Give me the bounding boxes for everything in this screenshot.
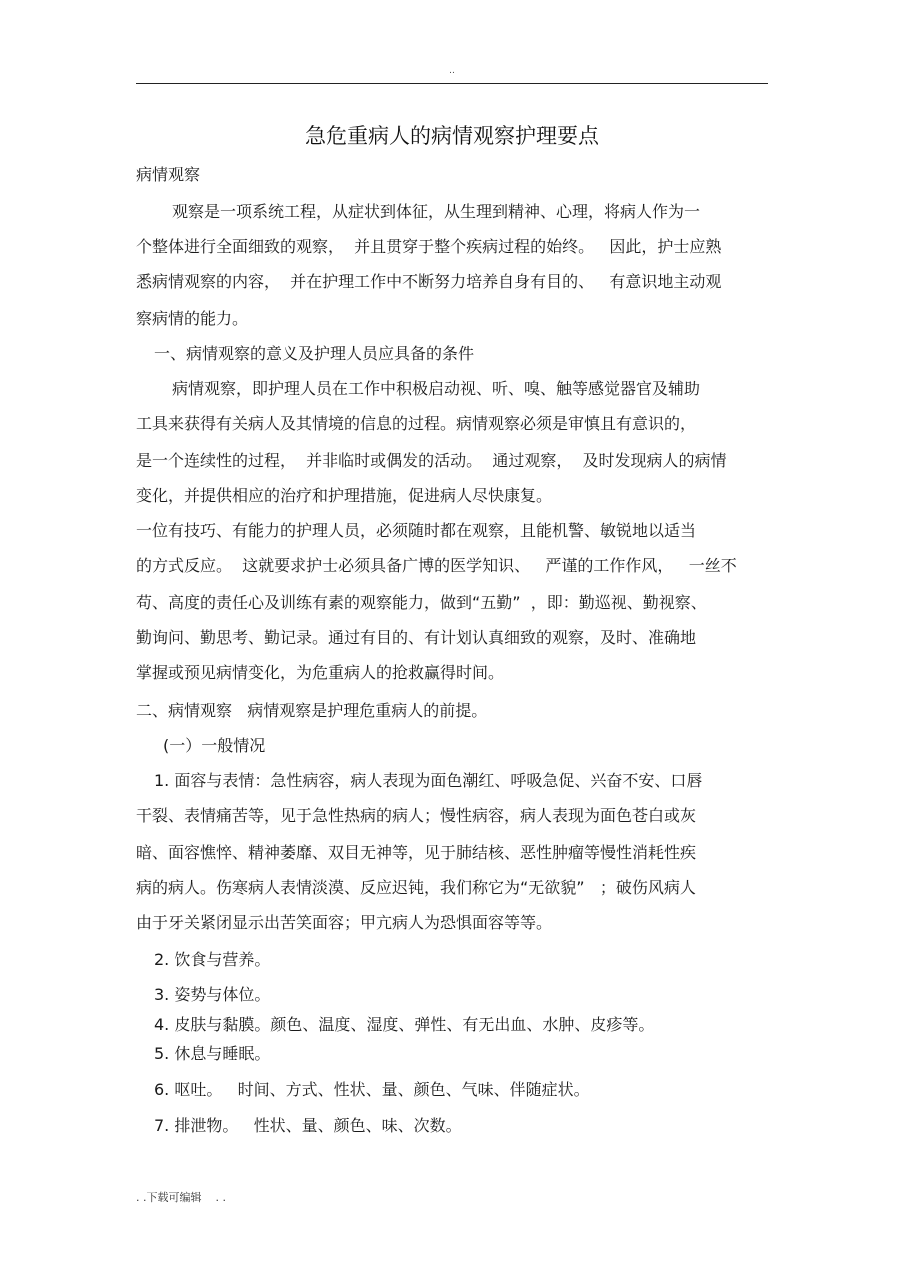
- header-rule: [136, 83, 768, 84]
- section-heading: 一、病情观察的意义及护理人员应具备的条件: [154, 344, 475, 363]
- paragraph-line: 悉病情观察的内容， 并在护理工作中不断努力培养自身有目的、 有意识地主动观: [136, 272, 722, 291]
- paragraph-line: 个整体进行全面细致的观察， 并且贯穿于整个疾病过程的始终。 因此，护士应熟: [136, 237, 722, 256]
- paragraph-line: 暗、面容憔悴、精神萎靡、双目无神等，见于肺结核、恶性肿瘤等慢性消耗性疾: [136, 843, 697, 862]
- paragraph-line: 的方式反应。 这就要求护士必须具备广博的医学知识、 严谨的工作作风， 一丝不: [136, 556, 737, 575]
- list-item: 3. 姿势与体位。: [154, 985, 271, 1004]
- paragraph-line: 是一个连续性的过程， 并非临时或偶发的活动。 通过观察， 及时发现病人的病情: [136, 451, 727, 470]
- paragraph-line: 干裂、表情痛苦等，见于急性热病的病人；慢性病容，病人表现为面色苍白或灰: [136, 806, 697, 825]
- paragraph-line: 一位有技巧、有能力的护理人员，必须随时都在观察，且能机警、敏锐地以适当: [136, 521, 697, 540]
- footer-mark: . .下载可编辑 . .: [136, 1191, 226, 1204]
- list-item: 6. 呕吐。 时间、方式、性状、量、颜色、气味、伴随症状。: [154, 1080, 590, 1099]
- list-item: 2. 饮食与营养。: [154, 950, 271, 969]
- paragraph-line: 察病情的能力。: [136, 309, 249, 328]
- document-title: 急危重病人的病情观察护理要点: [305, 124, 599, 148]
- paragraph-line: 观察是一项系统工程，从症状到体征，从生理到精神、心理，将病人作为一: [172, 202, 701, 221]
- list-item: 4. 皮肤与黏膜。颜色、温度、湿度、弹性、有无出血、水肿、皮疹等。: [154, 1015, 655, 1034]
- paragraph-line: 由于牙关紧闭显示出苦笑面容；甲亢病人为恐惧面容等等。: [136, 913, 553, 932]
- paragraph-line: 病的病人。伤寒病人表情淡漠、反应迟钝，我们称它为“无欲貌” ；破伤风病人: [136, 878, 696, 897]
- list-item: 7. 排泄物。 性状、量、颜色、味、次数。: [154, 1116, 462, 1135]
- list-item: 5. 休息与睡眠。: [154, 1044, 271, 1063]
- paragraph-line: 变化，并提供相应的治疗和护理措施，促进病人尽快康复。: [136, 486, 553, 505]
- subsection-heading: (一）一般情况: [163, 736, 266, 755]
- list-item: 1. 面容与表情：急性病容，病人表现为面色潮红、呼吸急促、兴奋不安、口唇: [154, 771, 703, 790]
- section-heading: 病情观察: [136, 165, 201, 184]
- paragraph-line: 病情观察，即护理人员在工作中积极启动视、听、嗅、触等感觉器官及辅助: [172, 379, 701, 398]
- header-mark: ..: [449, 66, 455, 76]
- paragraph-line: 工具来获得有关病人及其情境的信息的过程。病情观察必须是审慎且有意识的，: [136, 414, 697, 433]
- paragraph-line: 苟、高度的责任心及训练有素的观察能力，做到“五勤” ，即：勤巡视、勤视察、: [136, 593, 707, 612]
- section-heading: 二、病情观察 病情观察是护理危重病人的前提。: [136, 701, 488, 720]
- paragraph-line: 勤询问、勤思考、勤记录。通过有目的、有计划认真细致的观察，及时、准确地: [136, 628, 697, 647]
- paragraph-line: 掌握或预见病情变化，为危重病人的抢救赢得时间。: [136, 663, 505, 682]
